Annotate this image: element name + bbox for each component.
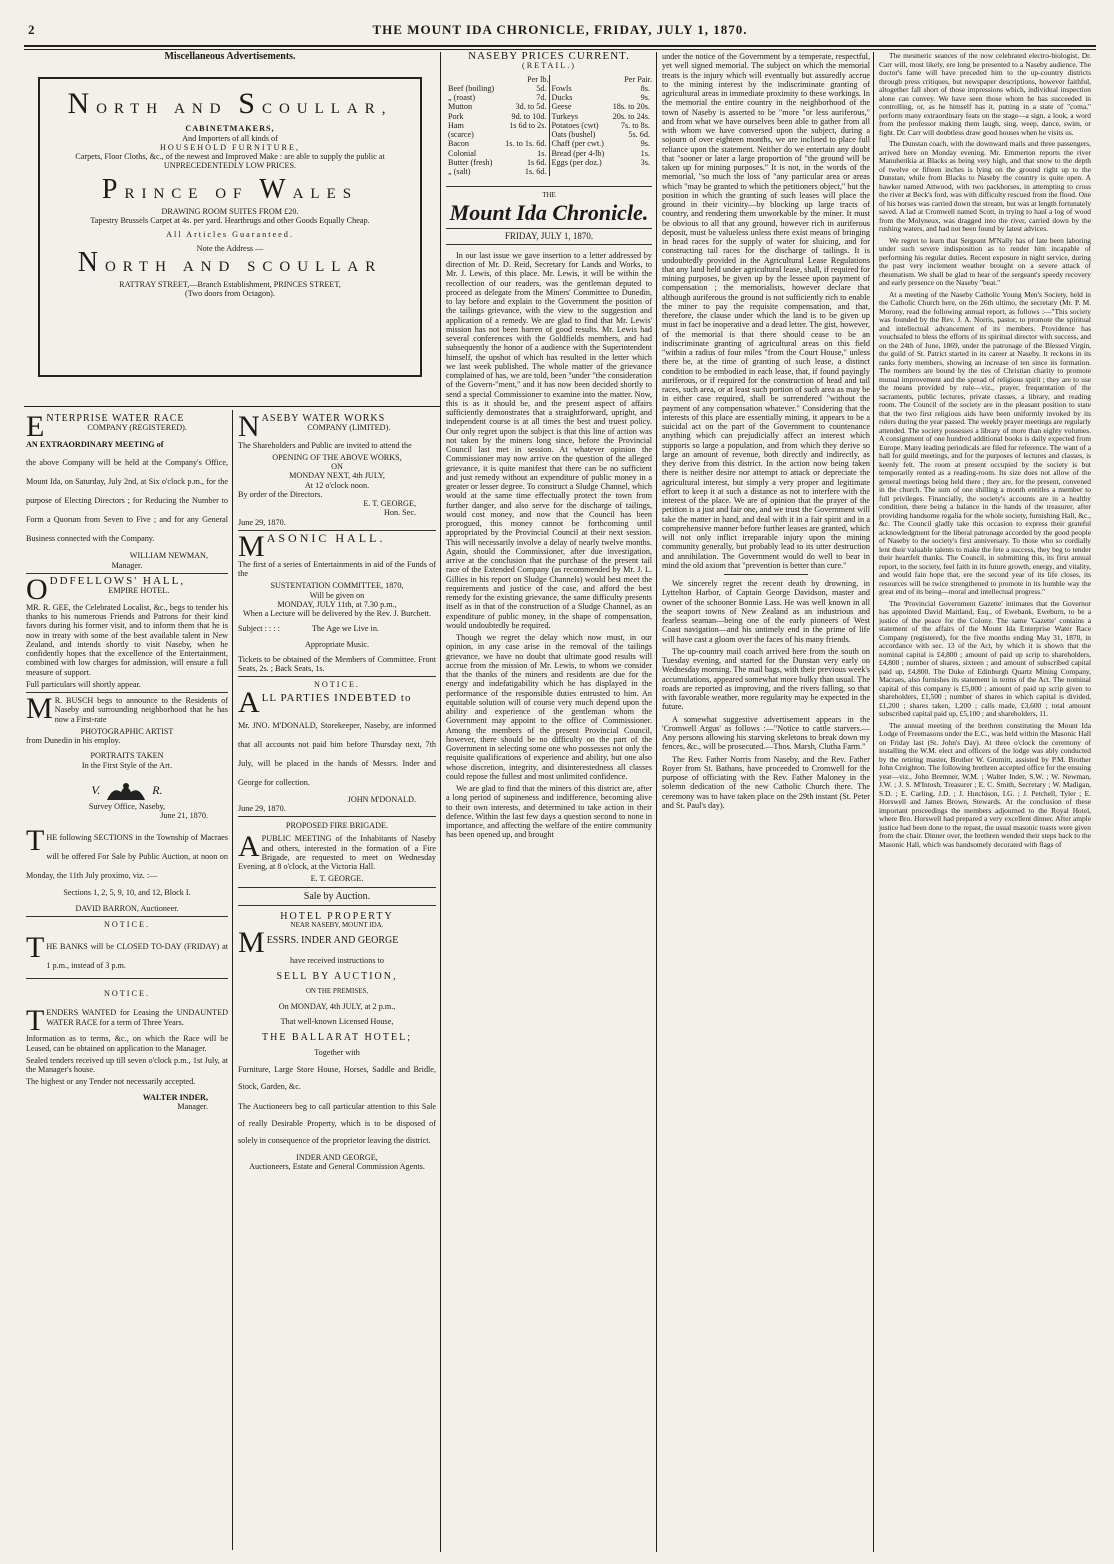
ad-tapestry: Tapestry Brussels Carpet at 4s. per yard. Hearthrugs and other Goods Equally Cheap. bbox=[90, 215, 370, 225]
mcdonald-ad: NOTICE. A LL PARTIES INDEBTED to Mr. JNO. M'DONALD, Storekeeper, Naseby, are informed that all accounts not paid him before Thursday next, 7th July, will be placed in the hands of Messrs. Inder and George for collection. JOHN M'DONALD. June 29, 1870. bbox=[238, 680, 436, 813]
auction-items: Furniture, Large Store House, Horses, Saddle and Bridle, Stock, Garden, &c. bbox=[238, 1065, 436, 1091]
sections-ad: T HE following SECTIONS in the Township of Macraes will be offered For Sale by Public Auction, at noon on Monday, the 11th July proximo, viz. :— Sections 1, 2, 5, 9, 10, and 12, Block I. DAVID BARRON, Auctioneer. bbox=[26, 824, 228, 913]
busch-style: In the First Style of the Art. bbox=[81, 760, 173, 770]
masonic-body: The first of a series of Entertainments in aid of the Funds of the bbox=[238, 559, 436, 578]
price-value: 5s. 6d. bbox=[628, 130, 650, 139]
naseby-water-role: Hon. Sec. bbox=[383, 508, 416, 518]
ad-divider bbox=[238, 816, 436, 817]
tenders-role: Manager. bbox=[177, 1101, 208, 1111]
header-rule bbox=[24, 45, 1096, 47]
tenders-notice: NOTICE. bbox=[103, 989, 151, 998]
price-item: Fowls bbox=[551, 83, 572, 93]
auction-role: Auctioneers, Estate and General Commission Agents. bbox=[249, 1162, 425, 1172]
masthead-rule bbox=[446, 244, 652, 245]
masonic-ad: M ASONIC HALL. The first of a series of Entertainments in aid of the Funds of the SUSTENTATION COMMITTEE, 1870, Will be given on MONDAY, JULY 11th, at 7.30 p.m., When a Lecture will be delivered by the Rev. J. Burchett. Subject : : : : The Age we Live in. Appropriate Music. Tickets to be obtained of the Members of Committee. Front Seats, 2s. ; Back Seats, 1s. bbox=[238, 529, 436, 673]
busch-ad: M R. BUSCH begs to announce to the Residents of Naseby and surrounding neighborhood that he has now a First-rate PHOTOGRAPHIC ARTIST from Dunedin in his employ. PORTRAITS TAKEN In the First Style of the Art. bbox=[26, 692, 228, 770]
banks-body: HE BANKS will be CLOSED TO-DAY (FRIDAY) at 1 p.m., instead of 3 p.m. bbox=[46, 942, 228, 970]
editorial-p3: We are glad to find that the miners of this district are, after a long period of supineness and indifference, becoming alive to their own interests, and determined to take action in their defence. Within the last few days a question second to none in importance, and affecting the welfare of the entire community has been opened up, and brought bbox=[446, 784, 652, 840]
price-row bbox=[446, 112, 549, 121]
price-item: (scarce) bbox=[448, 130, 474, 139]
ad-divider bbox=[26, 573, 228, 574]
price-row bbox=[446, 139, 549, 148]
section-rule bbox=[24, 406, 440, 407]
price-item: Colonial bbox=[448, 148, 477, 158]
price-value: 5d. bbox=[536, 83, 547, 93]
sections-list: Sections 1, 2, 5, 9, 10, and 12, Block I. bbox=[63, 888, 191, 898]
price-value: 20s. to 24s. bbox=[612, 111, 650, 121]
column-1 bbox=[26, 410, 228, 1111]
masonic-music: Appropriate Music. bbox=[304, 639, 370, 649]
editorial-p6: The up-country mail coach arrived here from the south on Tuesday evening, and started for the Dunstan very early on Wednesday morning. The mail bags, with their previous week's accumulations, appeared somewhat more bulky than usual. The roads are reported as improving, and the rivers falling, so that with favorable weather, more regularity may be expected in the future. bbox=[662, 646, 870, 712]
prices-left bbox=[446, 75, 549, 177]
price-value: 1s. bbox=[537, 148, 547, 158]
price-row bbox=[550, 112, 653, 121]
enterprise-sign: WILLIAM NEWMAN, bbox=[129, 551, 208, 561]
prices-right bbox=[549, 75, 653, 177]
column-5 bbox=[879, 52, 1091, 852]
masonic-committee: SUSTENTATION COMMITTEE, 1870, bbox=[270, 581, 404, 591]
ad-lines: Carpets, Floor Cloths, &c., of the newest and Improved Make : are able to supply the public at bbox=[75, 152, 385, 161]
price-row bbox=[446, 121, 549, 130]
price-row bbox=[446, 158, 549, 167]
price-item: Bacon bbox=[448, 139, 469, 149]
sections-body: HE following SECTIONS in the Township of Macraes will be offered For Sale by Public Auction, at noon on Monday, the 11th July proximo, viz. :— bbox=[26, 833, 228, 881]
column-2 bbox=[238, 410, 436, 1172]
price-value: 1s. to 1s. 6d. bbox=[505, 139, 547, 149]
price-item: Potatoes (cwt) bbox=[551, 120, 599, 130]
ad-prices: UNPRECEDENTEDLY LOW PRICES. bbox=[163, 161, 297, 171]
busch-from: from Dunedin in his employ. bbox=[26, 736, 121, 745]
ad-street: RATTRAY STREET,—Branch Establishment, PRINCES STREET, bbox=[119, 279, 341, 289]
price-row bbox=[550, 130, 653, 139]
enterprise-role: Manager. bbox=[111, 560, 143, 570]
price-row bbox=[550, 102, 653, 111]
price-item: Beef (boiling) bbox=[448, 83, 495, 93]
column-3 bbox=[446, 52, 652, 843]
masonic-tickets: Tickets to be obtained of the Members of Committee. Front Seats, 2s. ; Back Seats, 1s. bbox=[238, 654, 436, 673]
auction-hotel: THE BALLARAT HOTEL; bbox=[261, 1031, 413, 1043]
price-value: 1s 6d to 2s. bbox=[509, 120, 547, 130]
masthead-date: FRIDAY, JULY 1, 1870. bbox=[504, 230, 594, 241]
masthead-rule bbox=[446, 186, 652, 187]
ad-trade: CABINETMAKERS, bbox=[185, 124, 275, 134]
price-row bbox=[446, 130, 549, 139]
page-number: 2 bbox=[28, 22, 36, 37]
naseby-water-sub: COMPANY (LIMITED). bbox=[307, 423, 391, 433]
naseby-water-ad: N ASEBY WATER WORKS COMPANY (LIMITED). The Shareholders and Public are invited to attend the OPENING OF THE ABOVE WORKS, ON MONDAY NEXT, 4th JULY, At 12 o'clock noon. By order of the Directors. E. T. GEORGE, Hon. Sec. June 29, 1870. bbox=[238, 414, 436, 527]
auction-instr: have received instructions to bbox=[290, 956, 384, 966]
busch-artist: PHOTOGRAPHIC ARTIST bbox=[80, 726, 174, 736]
price-row bbox=[446, 149, 549, 158]
fire-body: PUBLIC MEETING of the Inhabitants of Naseby and others, interested in the formation of a Fire Brigade, are requested to meet on Wednesday Evening, at 8 o'clock, at the Victoria Hall. bbox=[238, 834, 436, 871]
masonic-given: Will be given on bbox=[309, 590, 365, 600]
survey-notice bbox=[26, 780, 228, 821]
masonic-title: ASONIC HALL. bbox=[266, 530, 386, 545]
auction-together: Together with bbox=[314, 1047, 360, 1057]
auction-date: On MONDAY, 4th JULY, at 2 p.m., bbox=[278, 1002, 396, 1011]
enterprise-body: the above Company will be held at the Company's Office, Mount Ida, on Saturday, July 2nd, at Six o'clock p.m., for the purpose of Electing Directors ; for Reducing the Number to Form a Quorum from Seven to Five ; and for any General Business connected with the Company. bbox=[26, 458, 228, 544]
mcdonald-sign: JOHN M'DONALD. bbox=[347, 794, 416, 804]
price-item: Ham bbox=[448, 120, 464, 130]
price-row bbox=[550, 158, 653, 167]
masonic-lecture: When a Lecture will be delivered by the Rev. J. Burchett. bbox=[243, 609, 431, 618]
fire-brigade-ad: PROPOSED FIRE BRIGADE. A PUBLIC MEETING of the Inhabitants of Naseby and others, interested in the formation of a Fire Brigade, are requested to meet on Wednesday Evening, at 8 o'clock, at the Victoria Hall. E. T. GEORGE. bbox=[238, 821, 436, 884]
editorial-p5: We sincerely regret the recent death by drowning, in Lyttelton Harbor, of Captain George Davidson, master and owner of the schooner Bonnie Lass. He was well known in all the seaport towns of New Zealand as an industrious and fearless seaman—being one of the early pioneers of West Coast navigation—and his untimely end in the prime of life will have cast a gloom over the faces of his many friends. bbox=[662, 579, 870, 644]
auction-sell: SELL BY AUCTION, bbox=[276, 970, 398, 982]
enterprise-meeting: AN EXTRAORDINARY MEETING of bbox=[26, 440, 164, 449]
mcdonald-body: Mr. JNO. M'DONALD, Storekeeper, Naseby, are informed that all accounts not paid him before Thursday next, 7th July, will be placed in the hands of Messrs. Inder and George for collection. bbox=[238, 720, 436, 787]
price-item: Turkeys bbox=[551, 111, 579, 121]
masthead-name: Mount Ida Chronicle. bbox=[449, 199, 649, 225]
price-value: 3s. bbox=[640, 157, 650, 167]
price-value: 3d. to 5d. bbox=[515, 102, 547, 112]
auction-ad: Sale by Auction. HOTEL PROPERTY NEAR NASEBY, MOUNT IDA. M ESSRS. INDER AND GEORGE have received instructions to SELL BY AUCTION, ON THE PREMISES, On MONDAY, 4th JULY, at 2 p.m., That well-known Licensed House, THE BALLARAT HOTEL; Together with Furniture, Large Store House, Horses, Saddle and Bridle, Stock, Garden, &c. The Auctioneers beg to call particular attention to this Sale of really Desirable Property, which is to be disposed of solely in consequence of the proprietor leaving the district. INDER AND GEORGE, Auctioneers, Estate and General Commission Agents. bbox=[238, 890, 436, 1172]
tenders-ad: NOTICE. T ENDERS WANTED for Leasing the UNDAUNTED WATER RACE for a term of Three Years. Information as to terms, &c., on which the Race will be Leased, can be obtained on application to the Manager. Sealed tenders received up till seven o'clock p.m., 1st July, at the Manager's house. The highest or any Tender not necessarily accepted. WALTER INDER, Manager. bbox=[26, 989, 228, 1111]
survey-v: V. bbox=[91, 782, 101, 797]
column-divider bbox=[656, 52, 657, 1552]
col5-p4: At a meeting of the Naseby Catholic Young Men's Society, held in the Catholic Church here, on the 26th ultimo, the secretary (Mr. P. M. Morony, read the following annual report, as follows :—"This society was founded by the Rev. J. A. Norris, pastor, to promote the spiritual and intellectual advancement of its members. Providence has vouchsafed to bless the efforts of its spiritual director with success, and on the 24th of June, 1869, under the patronage of the Blessed Virgin, the guild of St. Patrict started in its career at Naseby. It reckons in its ranks forty members, showing an increase of ten since its formation. The members are bound by the ties of Christian charity to promote mutual improvement and the spread of religious spirit ; they are to use the means provided by rule—viz., prayer, frequentation of the sacraments, public lectures, private classes, a library, and reading room. The Council of the society are in the pleasant position to state that the two first religious aids have been uniformly invoked by its rulers during the year passed. The weekly prayer meetings are regularly attended. The society possesses a library of more than eighty volumes. A consignment of one hundred additional books is daily expected from Europe. Many leading periodicals are filed for reference. The want of a hall for guild meetings, and for the purposes of lectures and classes, is keenly felt. The room at present occupied by the society is but temporarily rented as a reading-room. Its size does not allow of the general meetings being held there ; they are, for the present, convened in the church. The sum of one shilling a month entitles a member to full privileges. Financially, the society's accounts are in a healthy condition, there being a balance in the hands of the treasurer, after providing handsome regalia for the whole society, furnishing Hall, &c., &c. The Council gladly take this occasion to express their grateful acknowledgment for the liberal patronage accorded by the good people of Naseby to the society's first anniversary. To those who so cordially lent their valuable talents to make the fete a success, they beg to tender their heartfelt thanks. The Council, in submitting this, its first annual report, to the society, feel faith in its future growth, energy, and vitality, and would fain hope that, ere the second year of its life closes, its resources will be twice strengthened to promote in its humble way the great end of its being—moral and intellectual progress." bbox=[879, 289, 1091, 596]
naseby-water-dated: June 29, 1870. bbox=[238, 517, 286, 527]
price-item: Mutton bbox=[448, 102, 473, 112]
prices-sub: (RETAIL.) bbox=[522, 61, 576, 71]
prices-current bbox=[446, 52, 652, 176]
fire-sign: E. T. GEORGE. bbox=[310, 874, 364, 884]
prices-left-head: Per lb. bbox=[527, 74, 549, 84]
ad-divider bbox=[26, 978, 228, 979]
tenders-p3: The highest or any Tender not necessarily accepted. bbox=[26, 1077, 196, 1087]
col5-p6: The annual meeting of the brethren constituting the Mount Ida Lodge of Freemasons under the E.C., was held within the Masonic Hall on Friday last (St. John's Day). At three o'clock the ceremony of installing the W.M. elect and officers of the lodge was ably conducted by the retiring master, Brother W. Grumitt, assisted by P.M. Brother John Creighton. The following brethren accepted office for the ensuing year—viz., John Bremner, W.M. ; Walter Inder, S.W. ; W. Newman, J.W. ; J. S. M'Intosh, Treasurer ; E. C. Smith, Secretary ; W. Madigan, S.D. ; E. Carling, J.D. ; J. Hutchison, I.G. ; J. Petchell, Tyler ; E. Horswell and James Brown, Stewards. At the conclusion of these important proceedings the members adjourned to the Royal Hotel, where Bro. Horswell had prepared a very excellent dinner. After ample justice had been done to the repast, the usual masonic toasts were given from the chair. Dinner over, the brethren wended their steps back to the Masonic Hall, which was handsomely decorated with flags of bbox=[879, 720, 1091, 849]
naseby-water-opening: OPENING OF THE ABOVE WORKS, bbox=[272, 452, 402, 462]
auction-sign: INDER AND GEORGE, bbox=[296, 1153, 378, 1162]
column-divider bbox=[873, 52, 874, 1552]
banks-notice: NOTICE. bbox=[103, 919, 151, 929]
price-value: 9s. bbox=[640, 93, 650, 102]
price-item: Butter (fresh) bbox=[448, 157, 493, 167]
ad-guaranteed: All Articles Guaranteed. bbox=[166, 230, 294, 239]
ad-octagon: (Two doors from Octagon). bbox=[185, 288, 275, 298]
col5-p1: The mesmeric seances of the now celebrated electro-biologist, Dr. Carr will, most likely, ere long be presented to a Naseby audience. The doctor's fame will have preceded him to the up-country districts through press critiques, but newspaper descriptions, however faithful, altogether fall short of those impressions which, individual inspection alone can convey. We have seen those whom he has succeeded in controlling, or, as he himself has it, putting in a state of "coma," perform many extraordinary feats on the stage—a sign, a look, a word from the professor making them laugh, sing, weep, dance, swim, or fight. Dr. Carr will doubtless draw good houses when he visits us. bbox=[879, 51, 1091, 137]
auction-premises: ON THE PREMISES, bbox=[305, 986, 369, 995]
masonic-subject-label: Subject : : : : bbox=[238, 624, 280, 634]
price-item: „ (salt) bbox=[448, 167, 471, 176]
auction-title: HOTEL PROPERTY bbox=[280, 910, 394, 922]
tenders-p2: Sealed tenders received up till seven o'clock p.m., 1st July, at the Manager's house. bbox=[26, 1055, 228, 1074]
survey-date: June 21, 1870. bbox=[160, 811, 208, 820]
price-value: 7d. bbox=[536, 93, 547, 102]
busch-body: R. BUSCH begs to announce to the Residents of Naseby and surrounding neighborhood that he has now a First-rate bbox=[54, 696, 228, 724]
misc-heading: Miscellaneous Advertisements. bbox=[164, 51, 296, 62]
ad-importers: And Importers of all kinds of bbox=[182, 133, 278, 143]
editorial-p7: A somewhat suggestive advertisement appears in the 'Cromwell Argus' as follows :—"Notice to cattle starvers.—Any persons allowing his starving skeletons to break down my fences, &c., will be prosecuted.—Thos. Marsh, Clutha Farm." bbox=[662, 714, 870, 752]
royal-crest-icon bbox=[103, 780, 149, 802]
prince-of-wales-heading: PRINCE OF WALES bbox=[101, 173, 359, 205]
auction-near: NEAR NASEBY, MOUNT IDA. bbox=[290, 921, 384, 929]
price-row bbox=[550, 149, 653, 158]
page-header bbox=[20, 22, 1100, 42]
naseby-water-title: ASEBY WATER WORKS bbox=[261, 413, 386, 424]
price-value: 9d. to 10d. bbox=[511, 111, 547, 121]
price-row bbox=[550, 121, 653, 130]
survey-r: R. bbox=[152, 782, 163, 797]
oddfellows-note: Full particulars will shortly appear. bbox=[26, 679, 141, 689]
editorial-p2: Though we regret the delay which now must, in our opinion, in any case arise in the removal of the tailings grievance, we have no doubt that ultimate good results will accrue from the mission of Mr. Lewis, to whom we consider that the thanks of the miners and residents are due for the energy and indefatigability which he has displayed in the performance of the responsible duties entrusted to him. An equitable solution will of course very much depend upon the ability and experience of the gentleman whom the Government may appoint to the office of Commissioner. Among the members of the present Provincial Council, however, there should be no difficulty on the part of the Government in selecting some one who possesses not only the requisite qualifications of experience and ability, but one also whose discretion, integrity, and disinterestedness all classes could repose the fullest and most unlimited confidence. bbox=[446, 633, 652, 781]
naseby-water-time: At 12 o'clock noon. bbox=[304, 480, 370, 490]
price-value: 1s. 6d. bbox=[524, 167, 547, 176]
ad-drawing: DRAWING ROOM SUITES FROM £20. bbox=[161, 206, 299, 216]
naseby-water-sign: E. T. GEORGE, bbox=[363, 499, 416, 508]
auction-attention: The Auctioneers beg to call particular attention to this Sale of really Desirable Property, which is to be disposed of solely in consequence of the proprietor leaving the district. bbox=[238, 1102, 436, 1145]
misc-advertisements bbox=[24, 52, 436, 377]
ad-address-name: NORTH AND SCOULLAR bbox=[77, 246, 383, 278]
auction-heading: Sale by Auction. bbox=[303, 890, 371, 902]
oddfellows-title: DDFELLOWS' HALL, bbox=[49, 574, 186, 587]
tenders-body: ENDERS WANTED for Leasing the UNDAUNTED WATER RACE for a term of Three Years. bbox=[46, 1008, 228, 1027]
column-divider bbox=[440, 52, 441, 1552]
oddfellows-body: MR. R. GEE, the Celebrated Localist, &c., begs to tender his thanks to his numerous Friends and Patrons for their kind favors during his former visit, and to inform them that he is now in treaty with some of the best available talent in New Zealand, and intends shortly to visit Naseby, when he confidently hopes that the excellence of the Entertainment, combined with low charges for admission, will ensure a full measure of support. bbox=[26, 602, 228, 677]
ad-furniture: HOUSEHOLD FURNITURE, bbox=[159, 142, 301, 152]
col5-p5: The 'Provincial Government Gazette' intimates that the Governor has appointed David Maitland, Esq., of Ewebank, Eweburn, to be a justice of the peace for the Colony. The same 'Gazette' contains a statement of the affairs of the Mount Ida Enterprise Water Race Company (registered), for the five months ending May 31, 1870, in accordance with sec. 13 of the Act, by which it is shown that the nominal capital is £4,800 ; amount of paid up scrip to shareholders, £4,800 ; number of shares, sixteen ; and amount of subscribed capital paid up, £4,800. The Duke of Edinburgh Quartz Mining Company, Macraes, also furnishes its statement in terms of the Act. The nominal capital of this company is £5,000 ; amount of paid up scrip given to shareholders, £1,500 ; number of shares in which capital is divided, £1,200 ; shares taken, 1,200 ; calls made, £3,600 ; total amount subscribed capital paid up, £5,100 ; and shareholders, 11. bbox=[879, 598, 1091, 718]
ad-note: Note the Address — bbox=[196, 244, 264, 254]
naseby-water-body: The Shareholders and Public are invited to attend the bbox=[238, 440, 412, 450]
oddfellows-ad: O DDFELLOWS' HALL, EMPIRE HOTEL. MR. R. GEE, the Celebrated Localist, &c., begs to tender his thanks to his numerous Friends and Patrons for their kind favors during his former visit, and to inform them that he is now in treaty with some of the best available talent in New Zealand, and intends shortly to visit Naseby, when he confidently hopes that the excellence of the Entertainment, combined with low charges for admission, will ensure a full measure of support. Full particulars will shortly appear. bbox=[26, 572, 228, 689]
price-value: 1s. bbox=[640, 148, 650, 158]
col5-p3: We regret to learn that Sergeant M'Nally has of late been laboring under such severe indisposition as to render him incapable of performing his regular duties. Recent exposure in night service, during the past very inclement weather brought on a severe attack of rheumatism. We shall be glad to hear of the sergeant's speedy recovery and early presence on the Naseby "beat." bbox=[879, 235, 1091, 287]
price-value: 1s 6d. bbox=[526, 157, 547, 167]
column-4 bbox=[662, 52, 870, 813]
tenders-sign: WALTER INDER, bbox=[142, 1092, 208, 1102]
price-row bbox=[446, 167, 549, 176]
ad-heading: NORTH AND SCOULLAR, bbox=[67, 87, 393, 121]
price-row bbox=[446, 84, 549, 93]
price-item: Geese bbox=[551, 102, 572, 112]
masonic-date: MONDAY, JULY 11th, at 7.30 p.m., bbox=[277, 599, 397, 609]
price-row bbox=[550, 139, 653, 148]
col5-p2: The Dunstan coach, with the downward mails and three passengers, arrived here on Monday evening. Mr. Emmerton reports the river Manuherikia at Blacks as being very high, and that snow to the depth of twelve or fifteen inches is lying on the ground right up to the Dunstan, while from Blacks to Naseby the country is quite open. A hawker named Attwood, with two packhorses, in attempting to cross the river at Beck's ford, was with difficulty rescued from the flood. One of his horses was carried down the stream, but was at length fortunately saved. A lad at Cromwell named Scott, in trying to haul a log of wood from the Molyneux, was dragged into the river, carried down by the rushing waters, and had not been found by latest advices. bbox=[879, 139, 1092, 233]
column-divider bbox=[232, 410, 233, 1550]
price-value: 8s. bbox=[640, 83, 650, 93]
editorial-p4: under the notice of the Government by a temperate, respectful, yet well signed memorial. The subject on which the memorial treats is the injury which will eventually but assuredly accrue to the mining interest by the indiscriminate granting of agricultural areas in immediate proximity to these workings. In the memorial the entire country in the neighborhood of the town of Naseby is asserted to be "more "or less auriferous," and from what we have ourselves been able to gather from all with whom we have conversed upon the subject, during a sojourn of over eighteen months, we are inclined to place full reliance upon the statement. Neither do we entertain any doubt that "sooner or later a large proportion of "the ground will be taken up for mining purposes." It is not, in the words of the memorial, "so much the loss of "any particular area or areas which "may be granted to which the petitioners object," but the position in which the granting of such leases will place the ground in their vicinity—by blocking up large tracts of country, and rendering them unworkable by the miner. It must be obvious to all that any ground, however rich in auriferous deposit, must be valueless unless there exist means of bringing in head races for the supply of water for sluicing, and for constructing tail races for the discharge of tailings. It is undoubtedly provided in the Agricultural Lease Regulations that any land held under agricultural lease, shall, if required for mining purposes, be given up by the lessee upon payment of compensation ; the memorialists, however declare that although auriferous the ground is not sufficiently rich to enable the miner to pay the requisite compensation, and that, therefore, the clause under which the land is to be given up must in fact be inoperative and a dead letter. The gist, however, of the memorial is that there should cease to be an indiscriminate granting of agricultural areas on this field "within a radius of four miles "from the Court House," unless there be, at the time of granting of such lease, a distinct condition to be embodied in each lease, that, if found payingly auriferous, or if required for the construction of head and tail races, such area, or at least such portion of such area as may be in either case required, shall be surrendered "without the payment of any compensation whatever." Considering that the interests of this place are essentially mining, it appears to be a suicidal act on the part of the Government to countenance anything which can prejudicially affect an interest which supports so large a population, and from which they derive so large an amount of revenue, both directly and indirectly, as they derive from this district. In the action now being taken there is neither desire nor attempt to attack or depreciate the agricultural interest, but simply a very proper and legitimate effort to keep it at such a distance as not to interfere with the interest of the place. We are of opinion that the prayer of the petition is a just and fair one, and we trust the Government will take the matter in hand, and deal with it in a fair spirit and in a comprehensive manner before further leases are granted, which will not only inflict irreparable injury upon the mining community generally, but probably lead to its utter destruction and annihilation. The Government would do well to bear in mind the old axiom that "prevention is better than cure." bbox=[662, 52, 870, 570]
price-item: Ducks bbox=[551, 93, 573, 102]
price-row bbox=[550, 84, 653, 93]
price-value: 7s. to 8s. bbox=[620, 120, 650, 130]
naseby-water-date: MONDAY NEXT, 4th JULY, bbox=[289, 471, 385, 481]
price-row bbox=[550, 93, 653, 102]
naseby-water-on: ON bbox=[331, 462, 343, 471]
price-item: Pork bbox=[448, 111, 464, 121]
price-row bbox=[446, 102, 549, 111]
tenders-p1: Information as to terms, &c., on which the Race will be Leased, can be obtained on application to the Manager. bbox=[26, 1034, 228, 1053]
price-value bbox=[500, 130, 549, 139]
editorial-p1: In our last issue we gave insertion to a letter addressed by direction of Mr. D. Reid, Secretary for Lands and Works, to Mr. J. Lewis, of this place. Mr. Lewis, it will be within the recollection of our readers, was the gentleman deputed to proceed as delegate from the Miners' Committee to Dunedin, to lay before and explain to the Government the position of the tailings grievance, with the view to the suggestion and application of a remedy. We are glad to find that Mr. Lewis' mission has not been barren of good results. Mr. Lewis had several conferences with the Goldfields members, and had subsequently the honor of a audience with the Superintendent himself, the upshot of which has resulted in the letter which we last week published. The whole matter of the grievance complained of has, we are told, been "under "the consideration of the Govern-"ment," and it has now been decided shortly to send a special Commissioner to examine into the matter. Now, this is as it should be, and the present aspect of affairs sufficiently demonstrates that a straightforward, upright, and independent course is at all times the best and truest policy. Our only regret upon the subject is that this line of action was not taken by the miners long since, before the Provincial Council last met in session. At whatever opinion the Commissioner may now arrive on the question of the alleged grievance, it is quite manifest that there can be no sufficient and just remedy without an expenditure of public money in a greater or lesser degree. To construct a Sludge Channel, which would at the same time effectually protect the town from further danger, and also serve for the discharge of tailings, would cost money, and now that the Council has been prorogued, this money cannot be forthcoming until appropriated by the Provincial Council at their next session. This will necessarily involve a delay of nearly twelve months. Again, should the Commissioner, after due investigation, arrive at the conclusion that the purchase of the present tail race of the Extended Company (as recommended by Mr. J. L. Gillies in his report on Sludge Channels) would best meet the requirements and justice of the case, and afford the best remedy for the existing grievance, the same difficulty presents itself as in that of the construction of a Sludge Channel, as an expenditure of public money, in the shape of compensation, would undoubtedly be required. bbox=[446, 250, 652, 630]
price-item: Oats (bushel) bbox=[551, 130, 596, 139]
price-item: Eggs (per doz.) bbox=[551, 157, 602, 167]
masthead-rule bbox=[446, 228, 652, 229]
mcdonald-title: LL PARTIES INDEBTED to bbox=[261, 691, 412, 704]
oddfellows-sub: EMPIRE HOTEL. bbox=[108, 586, 170, 595]
banks-ad: NOTICE. T HE BANKS will be CLOSED TO-DAY (FRIDAY) at 1 p.m., instead of 3 p.m. bbox=[26, 920, 228, 975]
mcdonald-notice: NOTICE. bbox=[313, 680, 361, 690]
busch-portraits: PORTRAITS TAKEN bbox=[90, 751, 164, 761]
prices-right-head: Per Pair. bbox=[624, 74, 652, 84]
ad-divider bbox=[26, 692, 228, 693]
ad-divider bbox=[238, 676, 436, 677]
ad-divider bbox=[238, 887, 436, 888]
price-value: 18s. to 20s. bbox=[612, 102, 650, 112]
newspaper-title: THE MOUNT IDA CHRONICLE, FRIDAY, JULY 1, 1870. bbox=[372, 22, 748, 37]
price-item: „ (roast) bbox=[448, 93, 476, 102]
auction-known: That well-known Licensed House, bbox=[280, 1017, 394, 1027]
ad-divider bbox=[238, 905, 436, 906]
price-item: Bread (per 4-lb) bbox=[551, 148, 605, 158]
price-value: 9s. bbox=[640, 139, 650, 149]
editorial-p8: The Rev. Father Norris from Naseby, and the Rev. Father Royer from St. Bathans, have proceeded to Cromwell for the purpose of officiating with the Rev. Father Maloney in the solemn dedication of the new Catholic Church there. The ceremony was to have taken place on the 29th instant (St. Peter and St. Paul's day). bbox=[662, 754, 870, 810]
prices-title: NASEBY PRICES CURRENT. bbox=[468, 50, 630, 62]
mcdonald-date: June 29, 1870. bbox=[238, 803, 286, 813]
enterprise-title: NTERPRISE WATER RACE bbox=[46, 413, 185, 424]
ad-divider bbox=[26, 916, 228, 917]
enterprise-sub: COMPANY (REGISTERED). bbox=[87, 423, 187, 433]
masthead-the: THE bbox=[542, 191, 556, 200]
price-item: Chaff (per cwt.) bbox=[551, 139, 604, 149]
survey-office: Survey Office, Naseby, bbox=[88, 801, 166, 811]
enterprise-ad: E NTERPRISE WATER RACE COMPANY (REGISTERED). AN EXTRAORDINARY MEETING of the above Company will be held at the Company's Office, Mount Ida, on Saturday, July 2nd, at Six o'clock p.m., for the purpose of Electing Directors ; for Reducing the Number to Form a Quorum from Seven to Five ; and for any General Business connected with the Company. WILLIAM NEWMAN, Manager. bbox=[26, 410, 228, 570]
sections-sign: DAVID BARRON, Auctioneer. bbox=[75, 903, 179, 913]
article-divider bbox=[724, 574, 807, 575]
fire-heading: PROPOSED FIRE BRIGADE. bbox=[285, 821, 389, 830]
masonic-subject: The Age we Live in. bbox=[311, 624, 379, 634]
naseby-water-order: By order of the Directors. bbox=[238, 489, 323, 499]
price-row bbox=[446, 93, 549, 102]
auction-firm: ESSRS. INDER AND GEORGE bbox=[266, 935, 399, 947]
north-scoullar-ad bbox=[38, 77, 422, 377]
